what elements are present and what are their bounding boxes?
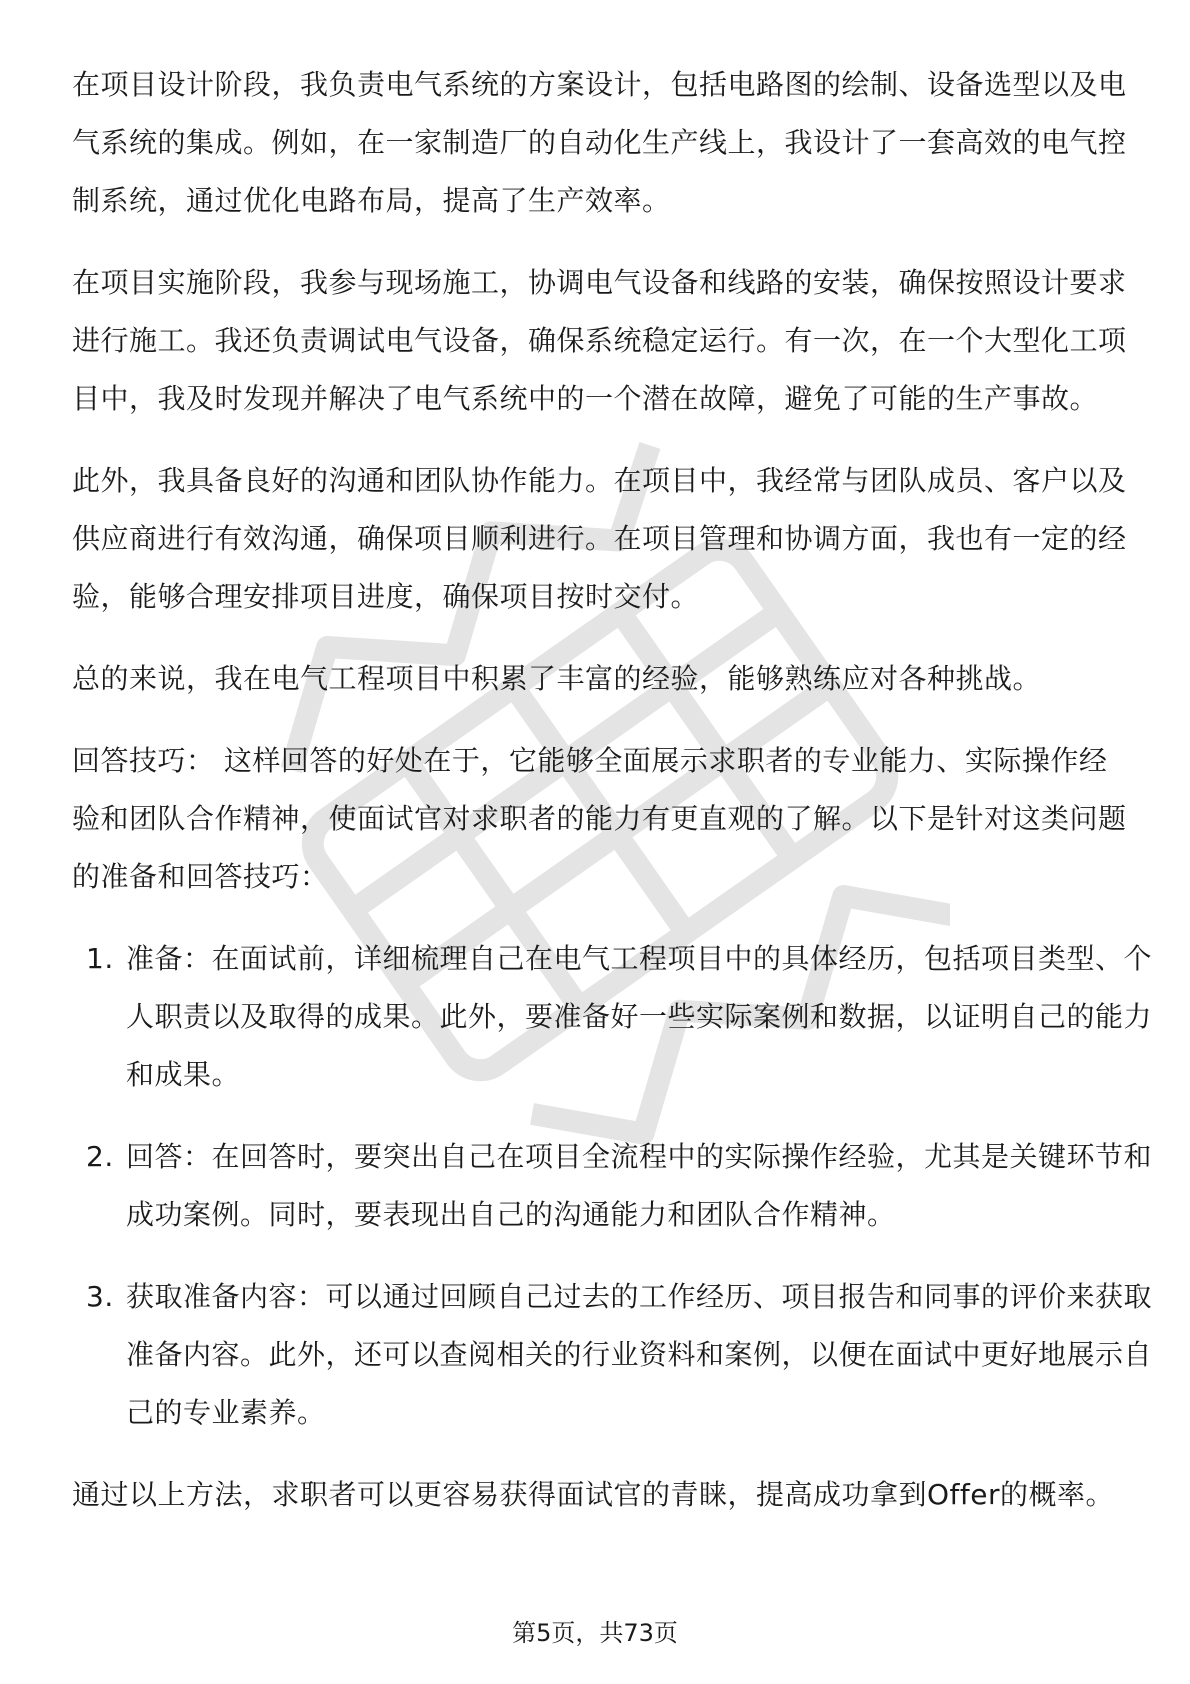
list-item (72, 1128, 1166, 1244)
list-item-text: 回答：在回答时，要突出自己在项目全流程中的实际操作经验，尤其是关键环节和成功案例。同时，要表现出自己的沟通能力和团队合作精神。 (126, 1140, 1153, 1231)
list-number: 1. (86, 942, 114, 975)
list-item (72, 1268, 1166, 1442)
list-item-text: 获取准备内容：可以通过回顾自己过去的工作经历、项目报告和同事的评价来获取准备内容。此外，还可以查阅相关的行业资料和案例，以便在面试中更好地展示自己的专业素养。 (126, 1280, 1153, 1429)
list-item (72, 930, 1166, 1104)
paragraph: 此外，我具备良好的沟通和团队协作能力。在项目中，我经常与团队成员、客户以及供应商进行有效沟通，确保项目顺利进行。在项目管理和协调方面，我也有一定的经验，能够合理安排项目进度，确保项目按时交付。 (72, 464, 1127, 613)
paragraph: 在项目实施阶段，我参与现场施工，协调电气设备和线路的安装，确保按照设计要求进行施工。我还负责调试电气设备，确保系统稳定运行。有一次，在一个大型化工项目中，我及时发现并解决了电气系统中的一个潜在故障，避免了可能的生产事故。 (72, 266, 1127, 415)
list-item-text: 准备：在面试前，详细梳理自己在电气工程项目中的具体经历，包括项目类型、个人职责以及取得的成果。此外，要准备好一些实际案例和数据，以证明自己的能力和成果。 (126, 942, 1153, 1091)
paragraph: 总的来说，我在电气工程项目中积累了丰富的经验，能够熟练应对各种挑战。 (72, 662, 1042, 695)
paragraph: 在项目设计阶段，我负责电气系统的方案设计，包括电路图的绘制、设备选型以及电气系统的集成。例如，在一家制造厂的自动化生产线上，我设计了一套高效的电气控制系统，通过优化电路布局，提高了生产效率。 (72, 68, 1127, 217)
list-number: 2. (86, 1140, 114, 1173)
list-number: 3. (86, 1280, 114, 1313)
document-body (72, 56, 1153, 1548)
tips-list (72, 930, 1153, 1442)
page-number: 第5页，共73页 (512, 1619, 678, 1647)
closing-paragraph: 通过以上方法，求职者可以更容易获得面试官的青睐，提高成功拿到Offer的概率。 (72, 1478, 1114, 1511)
paragraph: 回答技巧： 这样回答的好处在于，它能够全面展示求职者的专业能力、实际操作经验和团队合作精神，使面试官对求职者的能力有更直观的了解。以下是针对这类问题的准备和回答技巧： (72, 744, 1127, 893)
